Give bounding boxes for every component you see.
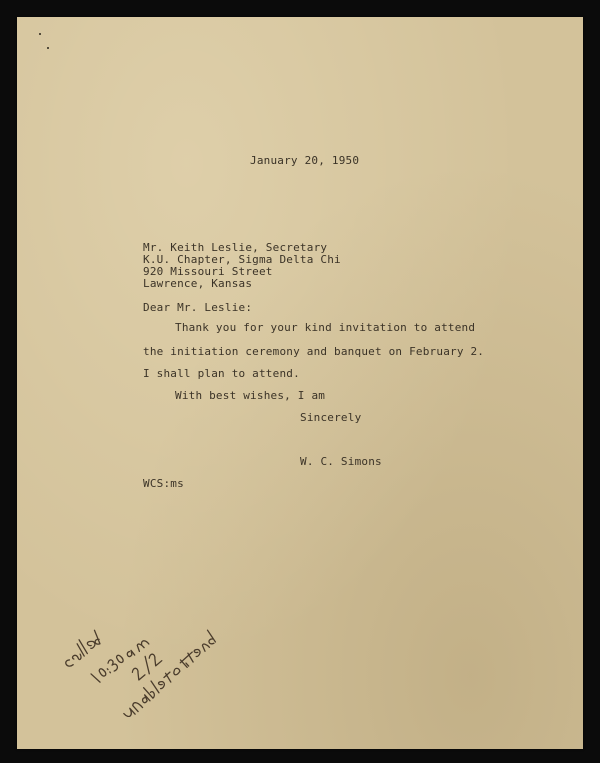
letter-date: January 20, 1950 (250, 154, 360, 167)
body-line-3: I shall plan to attend. (143, 367, 300, 380)
closing-sincerely: Sincerely (300, 411, 362, 424)
salutation: Dear Mr. Leslie: (143, 301, 253, 314)
handwriting-stroke-unable (120, 630, 217, 717)
paper-speck (39, 33, 41, 35)
reference-initials: WCS:ms (143, 477, 184, 490)
recipient-organization: K.U. Chapter, Sigma Delta Chi (143, 253, 341, 266)
handwriting-stroke-called (59, 629, 103, 668)
recipient-city: Lawrence, Kansas (143, 277, 253, 290)
paper-speck (47, 47, 49, 49)
signer-name: W. C. Simons (300, 455, 382, 468)
handwritten-note (47, 557, 247, 717)
recipient-street: 920 Missouri Street (143, 265, 273, 278)
body-line-2: the initiation ceremony and banquet on February 2. (143, 345, 485, 358)
closing-wishes: With best wishes, I am (175, 389, 326, 402)
letter-page (17, 17, 583, 749)
recipient-address (143, 242, 341, 290)
body-line-1: Thank you for your kind invitation to attend (175, 321, 476, 334)
recipient-name: Mr. Keith Leslie, Secretary (143, 241, 328, 254)
